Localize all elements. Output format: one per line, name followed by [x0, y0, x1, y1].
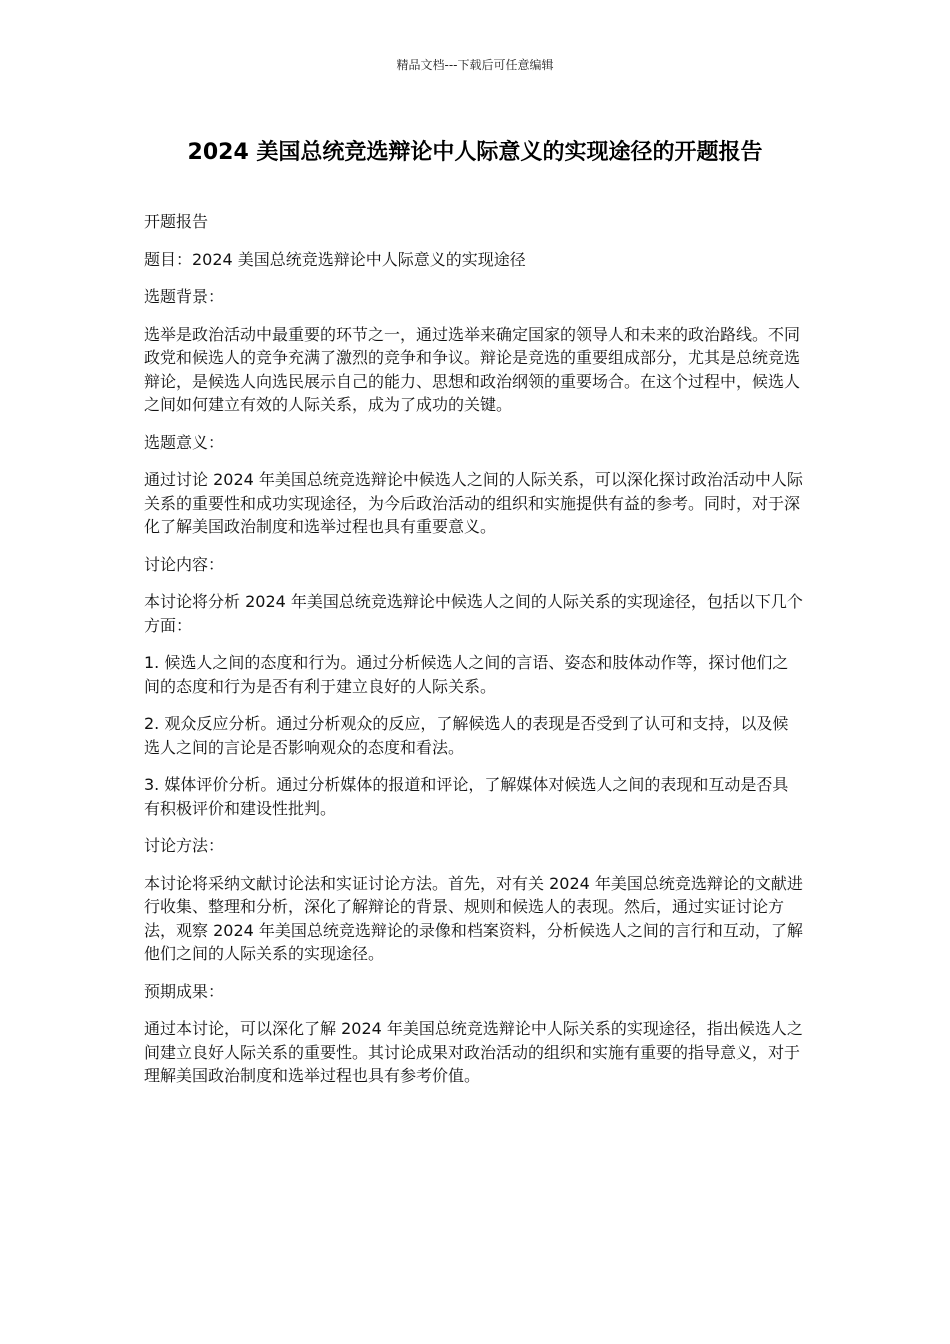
- topic-line: 题目：2024 美国总统竞选辩论中人际意义的实现途径: [144, 249, 526, 269]
- significance-paragraph: 通过讨论 2024 年美国总统竞选辩论中候选人之间的人际关系，可以深化探讨政治活动中人际关系的重要性和成功实现途径，为今后政治活动的组织和实施提供有益的参考。同时，对于深化了解美国政治制度和选举过程也具有重要意义。: [144, 470, 803, 536]
- method-paragraph: 本讨论将采纳文献讨论法和实证讨论方法。首先，对有关 2024 年美国总统竞选辩论的文献进行收集、整理和分析，深化了解辩论的背景、规则和候选人的表现。然后，通过实证讨论方法，观察 2024 年美国总统竞选辩论的录像和档案资料，分析候选人之间的言行和互动，了解他们之间的人际关系的实现途径。: [144, 873, 803, 963]
- method-heading: 讨论方法：: [144, 836, 225, 855]
- background-paragraph: 选举是政治活动中最重要的环节之一，通过选举来确定国家的领导人和未来的政治路线。不同政党和候选人的竞争充满了激烈的竞争和争议。辩论是竞选的重要组成部分，尤其是总统竞选辩论，是候选人向选民展示自己的能力、思想和政治纲领的重要场合。在这个过程中，候选人之间如何建立有效的人际关系，成为了成功的关键。: [144, 324, 801, 414]
- results-heading: 预期成果：: [144, 981, 225, 1001]
- document-title: 2024 美国总统竞选辩论中人际意义的实现途径的开题报告: [187, 140, 763, 165]
- background-heading: 选题背景：: [144, 287, 225, 306]
- document-body: [144, 210, 804, 1102]
- content-item-3: 3. 媒体评价分析。通过分析媒体的报道和评论，了解媒体对候选人之间的表现和互动是否具有积极评价和建设性批判。: [144, 775, 789, 818]
- results-paragraph: 通过本讨论，可以深化了解 2024 年美国总统竞选辩论中人际关系的实现途径，指出候选人之间建立良好人际关系的重要性。其讨论成果对政治活动的组织和实施有重要的指导意义，对于理解美国政治制度和选举过程也具有参考价值。: [144, 1019, 803, 1085]
- report-label: 开题报告: [144, 212, 209, 231]
- content-heading: 讨论内容：: [144, 554, 225, 574]
- header-note: 精品文档---下载后可任意编辑: [396, 58, 554, 72]
- significance-heading: 选题意义：: [144, 432, 225, 452]
- content-intro-paragraph: 本讨论将分析 2024 年美国总统竞选辩论中候选人之间的人际关系的实现途径，包括以下几个方面：: [144, 592, 803, 635]
- content-item-1: 1. 候选人之间的态度和行为。通过分析候选人之间的言语、姿态和肢体动作等，探讨他们之间的态度和行为是否有利于建立良好的人际关系。: [144, 653, 789, 696]
- content-item-2: 2. 观众反应分析。通过分析观众的反应，了解候选人的表现是否受到了认可和支持，以及候选人之间的言论是否影响观众的态度和看法。: [144, 714, 789, 757]
